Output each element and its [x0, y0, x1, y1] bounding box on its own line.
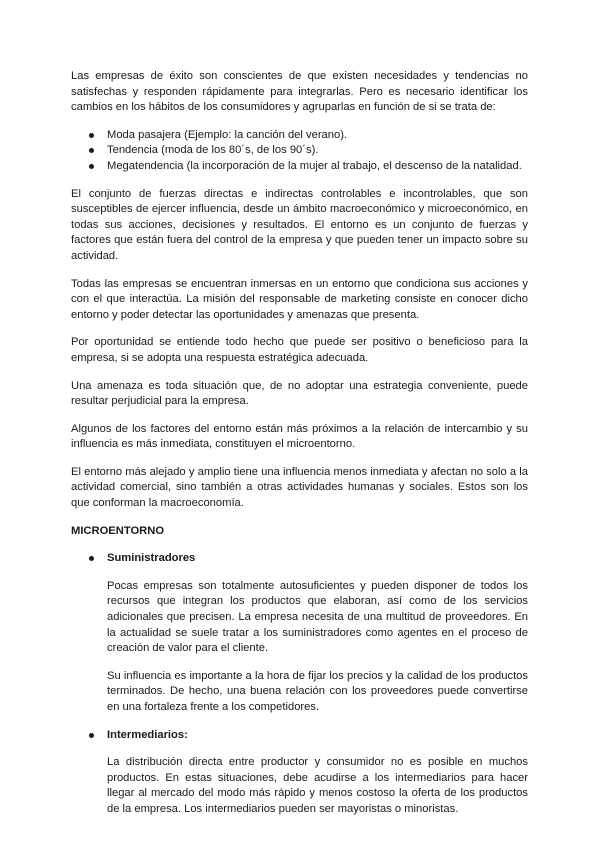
microentorno-paragraph: Algunos de los factores del entorno están más próximos a la relación de intercambio y su influencia es más inmediata, constituyen el microentorno.: [71, 422, 528, 451]
entorno-definition-paragraph: El conjunto de fuerzas directas e indirectas controlables e incontrolables, que son susceptibles de ejercer influencia, desde un ámbito macroeconómico y microeconómico, en todas sus acciones, decisiones y resultados. El entorno es un conjunto de fuerzas y factores que están fuera del control de la empresa y que pueden tener un impacto sobre su actividad.: [71, 187, 528, 262]
list-item: Megatendencia (la incorporación de la mujer al trabajo, el descenso de la natalidad.: [71, 159, 528, 175]
list-item: Moda pasajera (Ejemplo: la canción del verano).: [71, 128, 528, 144]
amenaza-paragraph: Una amenaza es toda situación que, de no adoptar una estrategia conveniente, puede resultar perjudicial para la empresa.: [71, 379, 528, 408]
macroentorno-paragraph: El entorno más alejado y amplio tiene una influencia menos inmediata y afectan no solo a la actividad comercial, sino también a otras actividades humanas y sociales. Estos son los que conforman la macroeconomía.: [71, 465, 528, 510]
section-heading-microentorno: MICROENTORNO: [71, 524, 165, 537]
trend-list: [71, 128, 528, 175]
list-item: Tendencia (moda de los 80´s, de los 90´s).: [71, 143, 528, 159]
subheading-intermediarios: Intermediarios:: [71, 728, 528, 744]
document-body: [71, 69, 528, 830]
intro-paragraph: Las empresas de éxito son conscientes de que existen necesidades y tendencias no satisfechas y responden rápidamente para integrarlas. Pero es necesario identificar los cambios en los hábitos de los consumidores y agruparlas en función de si se trata de:: [71, 70, 528, 114]
oportunidad-paragraph: Por oportunidad se entiende todo hecho que puede ser positivo o beneficioso para la empresa, si se adopta una respuesta estratégica adecuada.: [71, 336, 528, 364]
suministradores-paragraph-1: Pocas empresas son totalmente autosuficientes y pueden disponer de todos los recursos que integran los productos que elaboran, así como de los servicios adicionales que precisen. La empresa necesita de una multitud de proveedores. En la actualidad se suele tratar a los suministradores como agentes en el proceso de creación de valor para el cliente.: [107, 579, 528, 655]
subheading-suministradores: Suministradores: [71, 551, 528, 567]
intermediarios-paragraph-1: La distribución directa entre productor y consumidor no es posible en muchos productos. En estas situaciones, debe acudirse a los intermediarios para hacer llegar al mercado del modo más rápido y menos costoso la oferta de los productos de la empresa. Los intermediarios pueden ser mayoristas o minoristas.: [107, 756, 528, 815]
suministradores-paragraph-2: Su influencia es importante a la hora de fijar los precios y la calidad de los productos terminados. De hecho, una buena relación con los proveedores puede convertirse en una fortaleza frente a los competidores.: [107, 669, 528, 713]
entorno-mission-paragraph: Todas las empresas se encuentran inmersas en un entorno que condiciona sus acciones y con el que interactúa. La misión del responsable de marketing consiste en conocer dicho entorno y poder detectar las oportunidades y amenazas que presenta.: [71, 277, 528, 321]
